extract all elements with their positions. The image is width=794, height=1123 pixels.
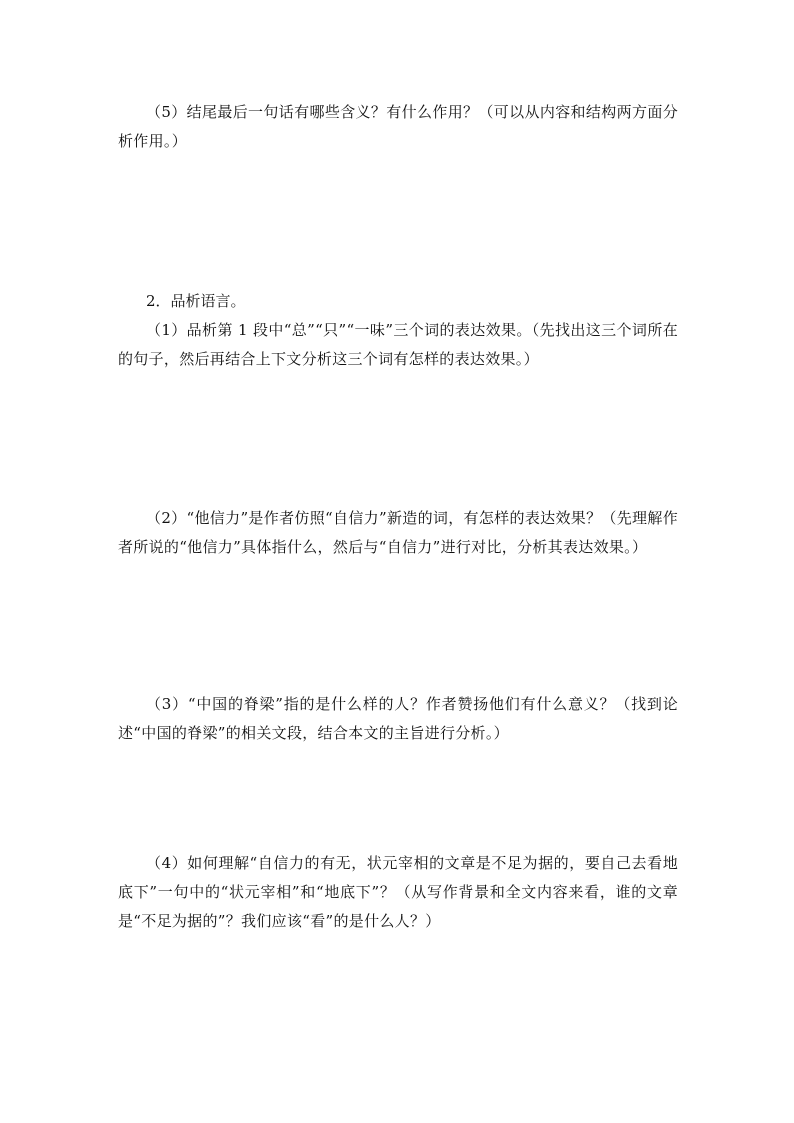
question-2-1: （1）品析第 1 段中“总”“只”“一味”三个词的表达效果。（先找出这三个词所在的句子，然后再结合上下文分析这三个词有怎样的表达效果。） <box>118 321 678 368</box>
question-2-3: （3）“中国的脊梁”指的是什么样的人？作者赞扬他们有什么意义？（找到论述“中国的脊梁”的相关文段，结合本文的主旨进行分析。） <box>118 695 678 742</box>
section-2-heading: 2．品析语言。 <box>146 292 246 310</box>
question-1-5: （5）结尾最后一句话有哪些含义？有什么作用？（可以从内容和结构两方面分析作用。） <box>118 103 678 150</box>
question-2-4: （4）如何理解“自信力的有无，状元宰相的文章是不足为据的，要自己去看地底下”一句中的“状元宰相”和“地底下”？（从写作背景和全文内容来看，谁的文章是“不足为据的”？我们应该“看”的是什么人？） <box>118 854 678 930</box>
question-2-2: （2）“他信力”是作者仿照“自信力”新造的词，有怎样的表达效果？（先理解作者所说的“他信力”具体指什么，然后与“自信力”进行对比，分析其表达效果。） <box>118 509 678 556</box>
